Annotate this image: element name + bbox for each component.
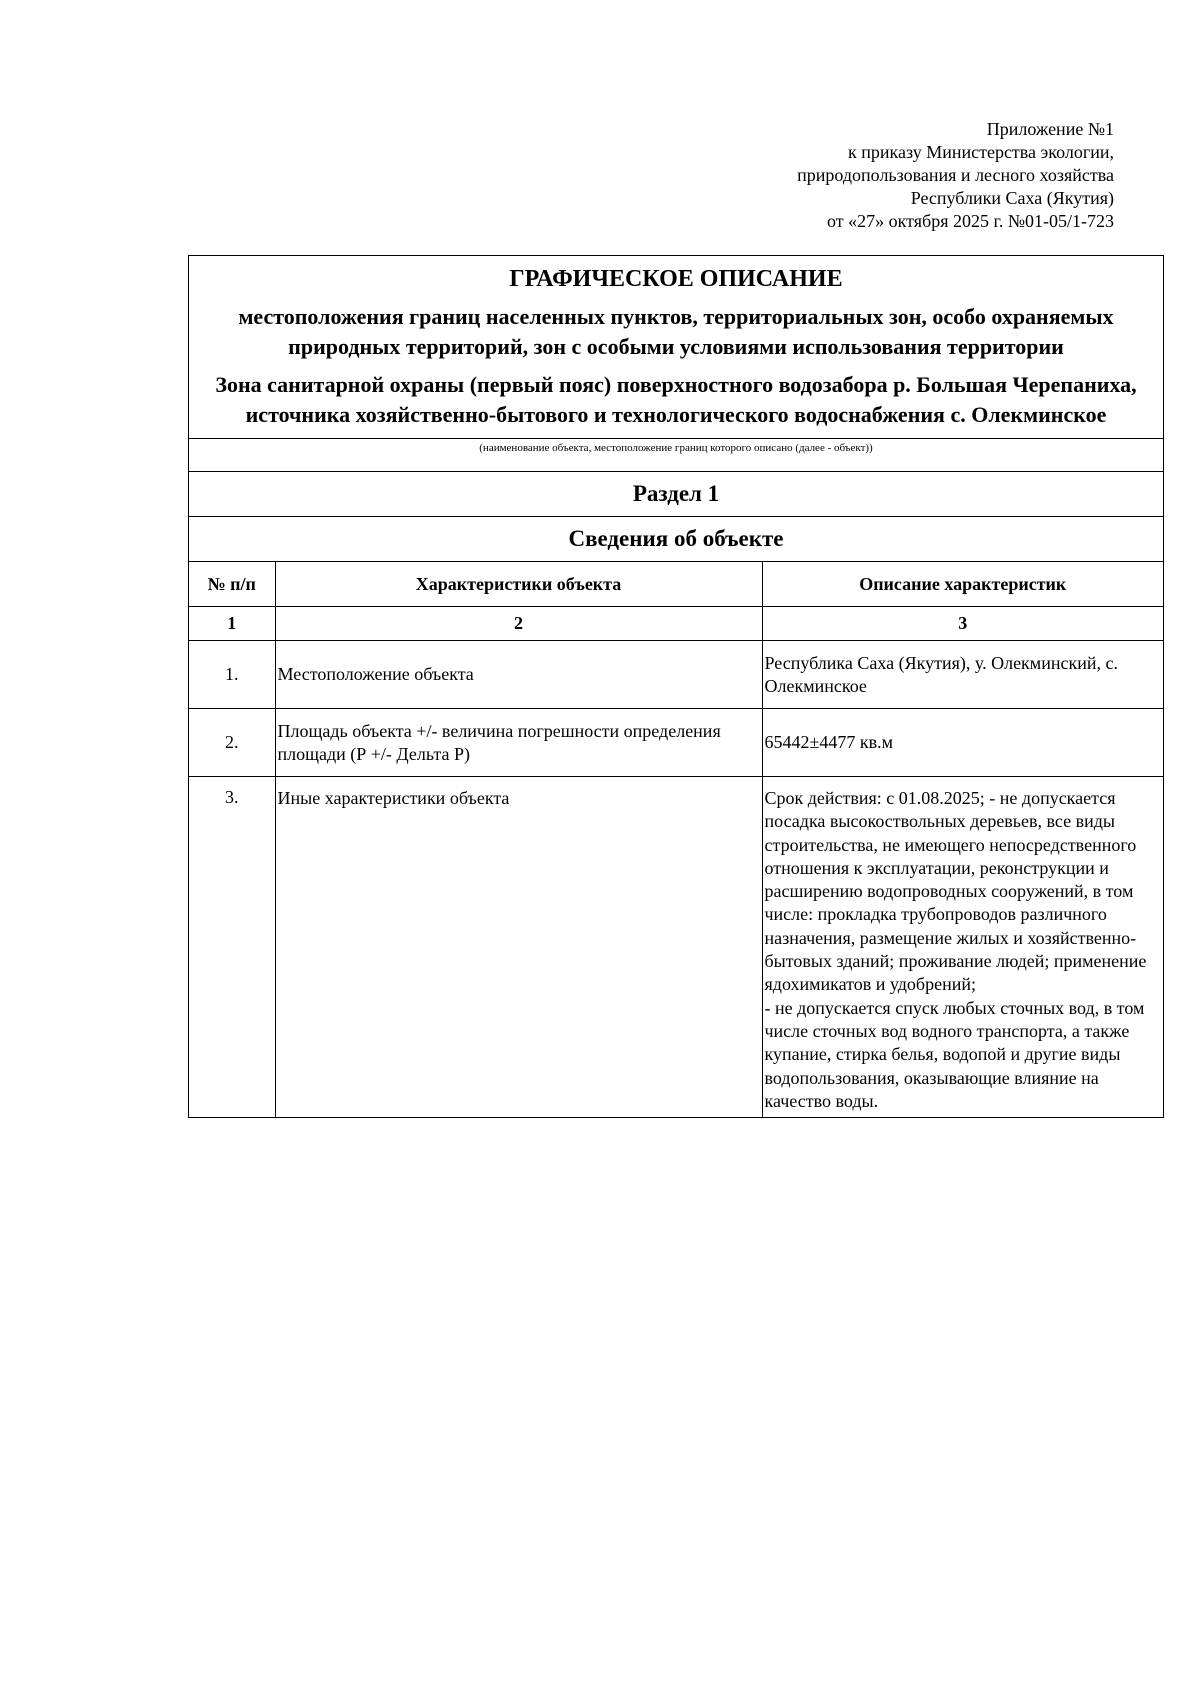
- appendix-header: [634, 118, 1114, 233]
- table-row: [189, 777, 1163, 1118]
- table-header-row: [189, 562, 1163, 607]
- title-block: [189, 256, 1163, 439]
- row-description: 65442±4477 кв.м: [762, 709, 1163, 777]
- row-description-part: Срок действия: с 01.08.2025; - не допускается посадка высокоствольных деревьев, все виды строительства, не имеющего непосредственного отношения к эксплуатации, реконструкции и расширению водопроводных сооружений, в том числе: прокладка трубопроводов различного назначения, размещение жилых и хозяйственно-бытовых зданий; проживание людей; применение ядохимикатов и удобрений;: [764, 788, 1147, 995]
- row-index: 1.: [189, 641, 275, 709]
- column-number: 2: [275, 607, 762, 641]
- graphic-description-form: [188, 255, 1164, 1118]
- table-row: [189, 709, 1163, 777]
- document-subtitle: местоположения границ населенных пунктов, территориальных зон, особо охраняемых природных территорий, зон с особыми условиями использования территории: [238, 304, 1114, 359]
- appendix-line: от «27» октября 2025 г. №01-05/1-723: [827, 211, 1114, 231]
- row-index: 2.: [189, 709, 275, 777]
- object-name: Зона санитарной охраны (первый пояс) поверхностного водозабора р. Большая Черепаниха, источника хозяйственно-бытового и технологического водоснабжения с. Олекминское: [215, 372, 1137, 427]
- appendix-line: Республики Саха (Якутия): [910, 188, 1114, 208]
- column-header-index: № п/п: [189, 562, 275, 607]
- appendix-line: к приказу Министерства экологии,: [847, 142, 1114, 162]
- column-header-characteristic: Характеристики объекта: [275, 562, 762, 607]
- table-row: [189, 641, 1163, 709]
- appendix-line: Приложение №1: [986, 119, 1114, 139]
- column-number: 1: [189, 607, 275, 641]
- column-header-description: Описание характеристик: [762, 562, 1163, 607]
- object-info-table: [189, 562, 1163, 1117]
- row-characteristic: Иные характеристики объекта: [275, 777, 762, 1118]
- appendix-line: природопользования и лесного хозяйства: [797, 165, 1114, 185]
- row-characteristic: Местоположение объекта: [275, 641, 762, 709]
- object-name-caption: (наименование объекта, местоположение границ которого описано (далее - объект)): [189, 439, 1163, 472]
- section-label: Раздел 1: [189, 472, 1163, 517]
- column-number: 3: [762, 607, 1163, 641]
- column-number-row: [189, 607, 1163, 641]
- row-description-part: - не допускается спуск любых сточных вод, в том числе сточных вод водного транспорта, а также купание, стирка белья, водопой и другие виды водопользования, оказывающие влияние на качество воды.: [764, 997, 1145, 1111]
- row-index: 3.: [189, 777, 275, 1118]
- row-description: [762, 777, 1163, 1118]
- row-characteristic: Площадь объекта +/- величина погрешности определения площади (Р +/- Дельта Р): [275, 709, 762, 777]
- row-description: Республика Саха (Якутия), у. Олекминский, с. Олекминское: [762, 641, 1163, 709]
- document-title: ГРАФИЧЕСКОЕ ОПИСАНИЕ: [509, 266, 843, 292]
- section-heading: Сведения об объекте: [189, 517, 1163, 562]
